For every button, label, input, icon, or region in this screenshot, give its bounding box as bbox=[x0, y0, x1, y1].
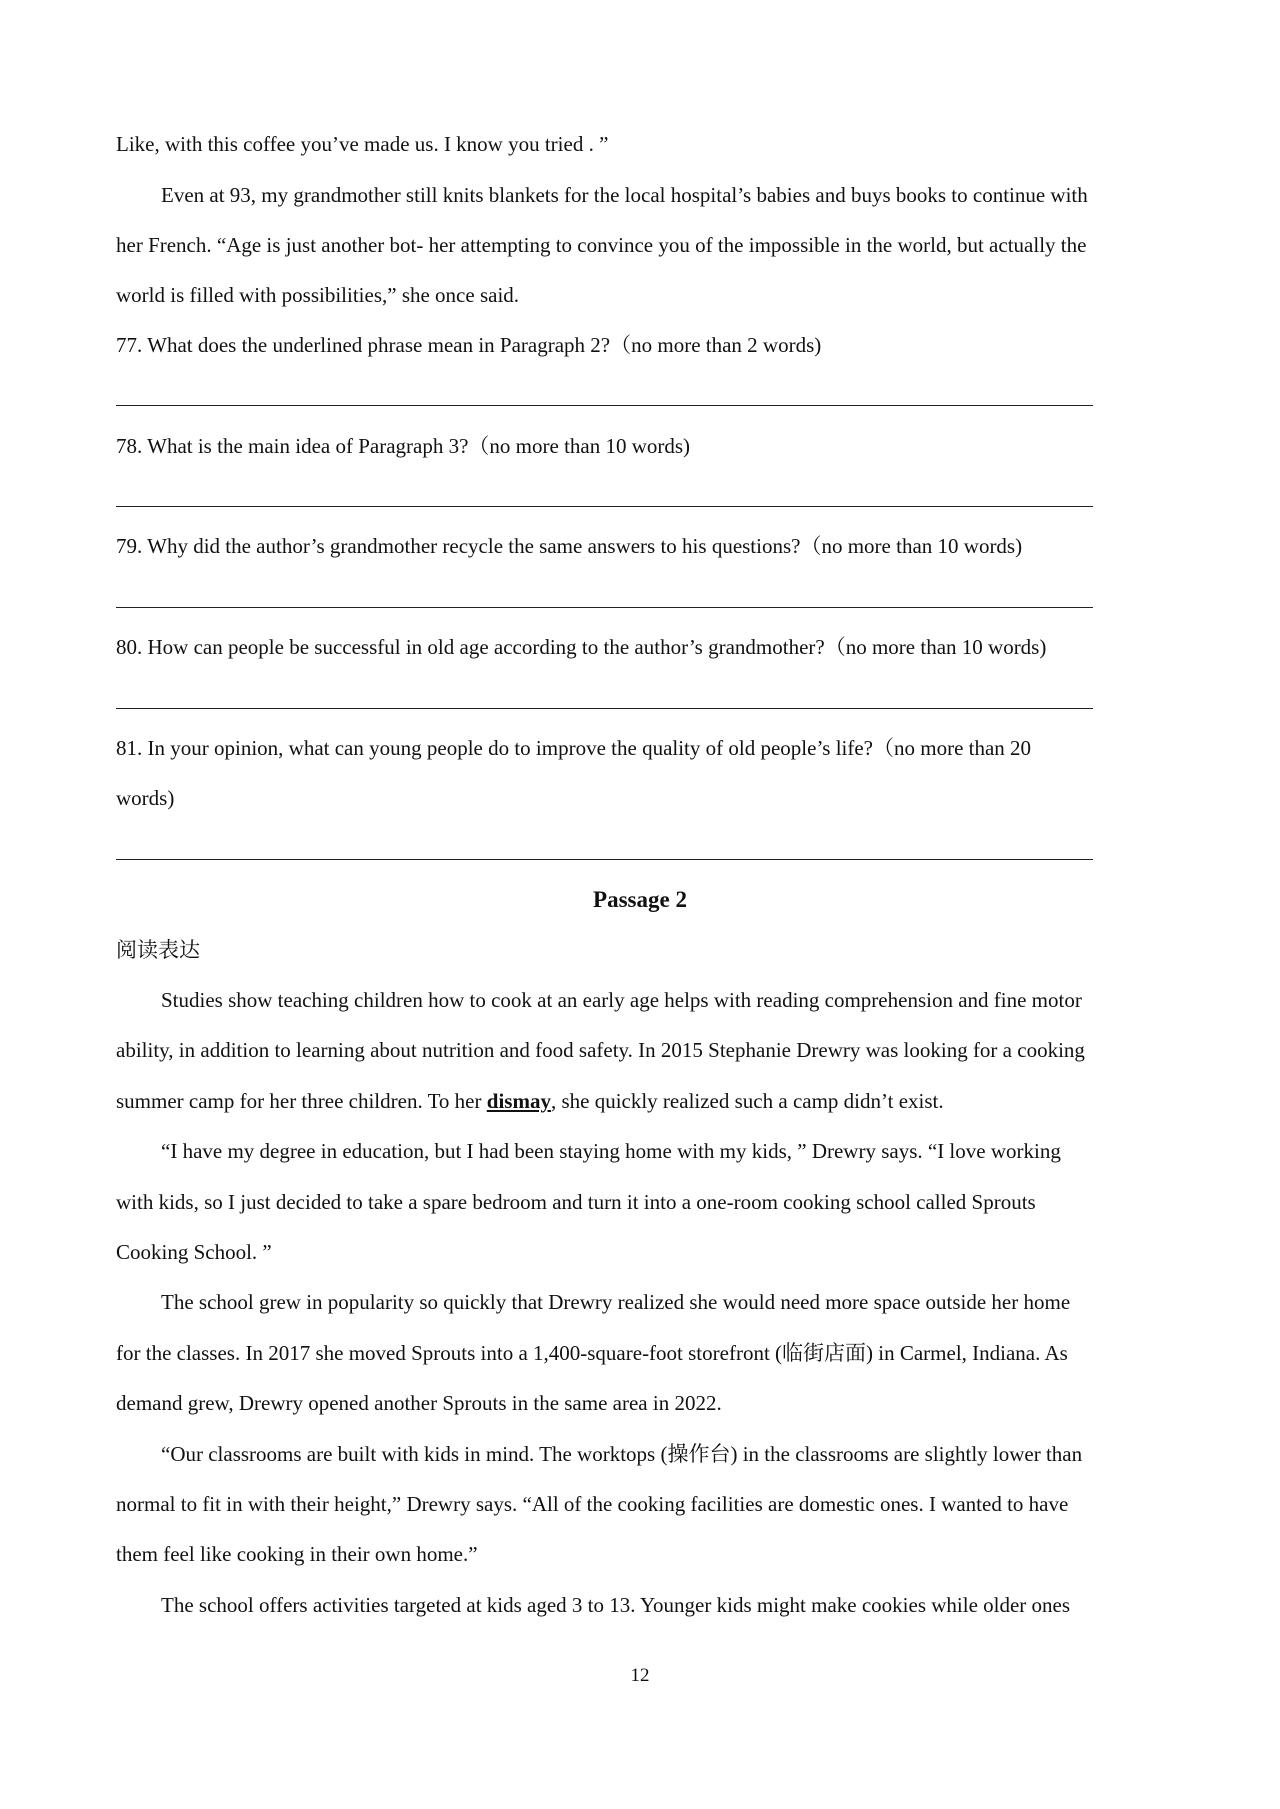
answer-line-80[interactable] bbox=[116, 708, 1093, 709]
text-line: her French. “Age is just another bot- her attempting to convince you of the impossible in the world, but actually the bbox=[116, 233, 1087, 257]
answer-line-79[interactable] bbox=[116, 607, 1093, 608]
passage-title: Passage 2 bbox=[593, 887, 687, 912]
text-line: The school grew in popularity so quickly that Drewry realized she would need more space outside her home bbox=[161, 1290, 1071, 1314]
text-segment: summer camp for her three children. To her bbox=[116, 1089, 487, 1113]
text-line: them feel like cooking in their own home.” bbox=[116, 1542, 478, 1566]
question-81-cont: words) bbox=[116, 786, 175, 810]
text-line: Studies show teaching children how to cook at an early age helps with reading comprehension and fine motor bbox=[161, 988, 1082, 1012]
underlined-word: dismay bbox=[486, 1089, 551, 1113]
text-line: Even at 93, my grandmother still knits blankets for the local hospital’s babies and buys books to continue with bbox=[161, 183, 1088, 207]
text-line: demand grew, Drewry opened another Sprouts in the same area in 2022. bbox=[116, 1391, 722, 1415]
text-line: for the classes. In 2017 she moved Sprouts into a 1,400-square-foot storefront (临街店面) in Carmel, Indiana. As bbox=[116, 1341, 1068, 1365]
answer-line-81[interactable] bbox=[116, 859, 1093, 860]
text-line: ability, in addition to learning about nutrition and food safety. In 2015 Stephanie Drewry was looking for a cooking bbox=[116, 1038, 1085, 1062]
answer-line-78[interactable] bbox=[116, 506, 1093, 507]
text-line: The school offers activities targeted at kids aged 3 to 13. Younger kids might make cookies while older ones bbox=[161, 1593, 1071, 1617]
text-line: Like, with this coffee you’ve made us. I know you tried . ” bbox=[116, 132, 609, 156]
text-line: with kids, so I just decided to take a spare bedroom and turn it into a one-room cooking school called Sprouts bbox=[116, 1190, 1036, 1214]
text-segment: , she quickly realized such a camp didn’t exist. bbox=[550, 1089, 944, 1113]
text-line: “I have my degree in education, but I had been staying home with my kids, ” Drewry says. “I love working bbox=[161, 1139, 1061, 1163]
page-number: 12 bbox=[630, 1665, 650, 1686]
text-line: “Our classrooms are built with kids in mind. The worktops (操作台) in the classrooms are slightly lower than bbox=[161, 1442, 1083, 1466]
answer-line-77[interactable] bbox=[116, 405, 1093, 406]
text-line bbox=[116, 1087, 944, 1115]
question-81: 81. In your opinion, what can young people do to improve the quality of old people’s life?（no more than 20 bbox=[116, 736, 1032, 760]
section-label: 阅读表达 bbox=[116, 938, 200, 962]
question-79: 79. Why did the author’s grandmother recycle the same answers to his questions?（no more than 10 words) bbox=[116, 534, 1023, 558]
text-line: Cooking School. ” bbox=[116, 1240, 272, 1264]
text-line: normal to fit in with their height,” Drewry says. “All of the cooking facilities are domestic ones. I wanted to have bbox=[116, 1492, 1069, 1516]
question-78: 78. What is the main idea of Paragraph 3?（no more than 10 words) bbox=[116, 434, 691, 458]
text-line: world is filled with possibilities,” she once said. bbox=[116, 283, 520, 307]
question-77: 77. What does the underlined phrase mean in Paragraph 2?（no more than 2 words) bbox=[116, 333, 822, 357]
question-80: 80. How can people be successful in old age according to the author’s grandmother?（no more than 10 words) bbox=[116, 635, 1047, 659]
